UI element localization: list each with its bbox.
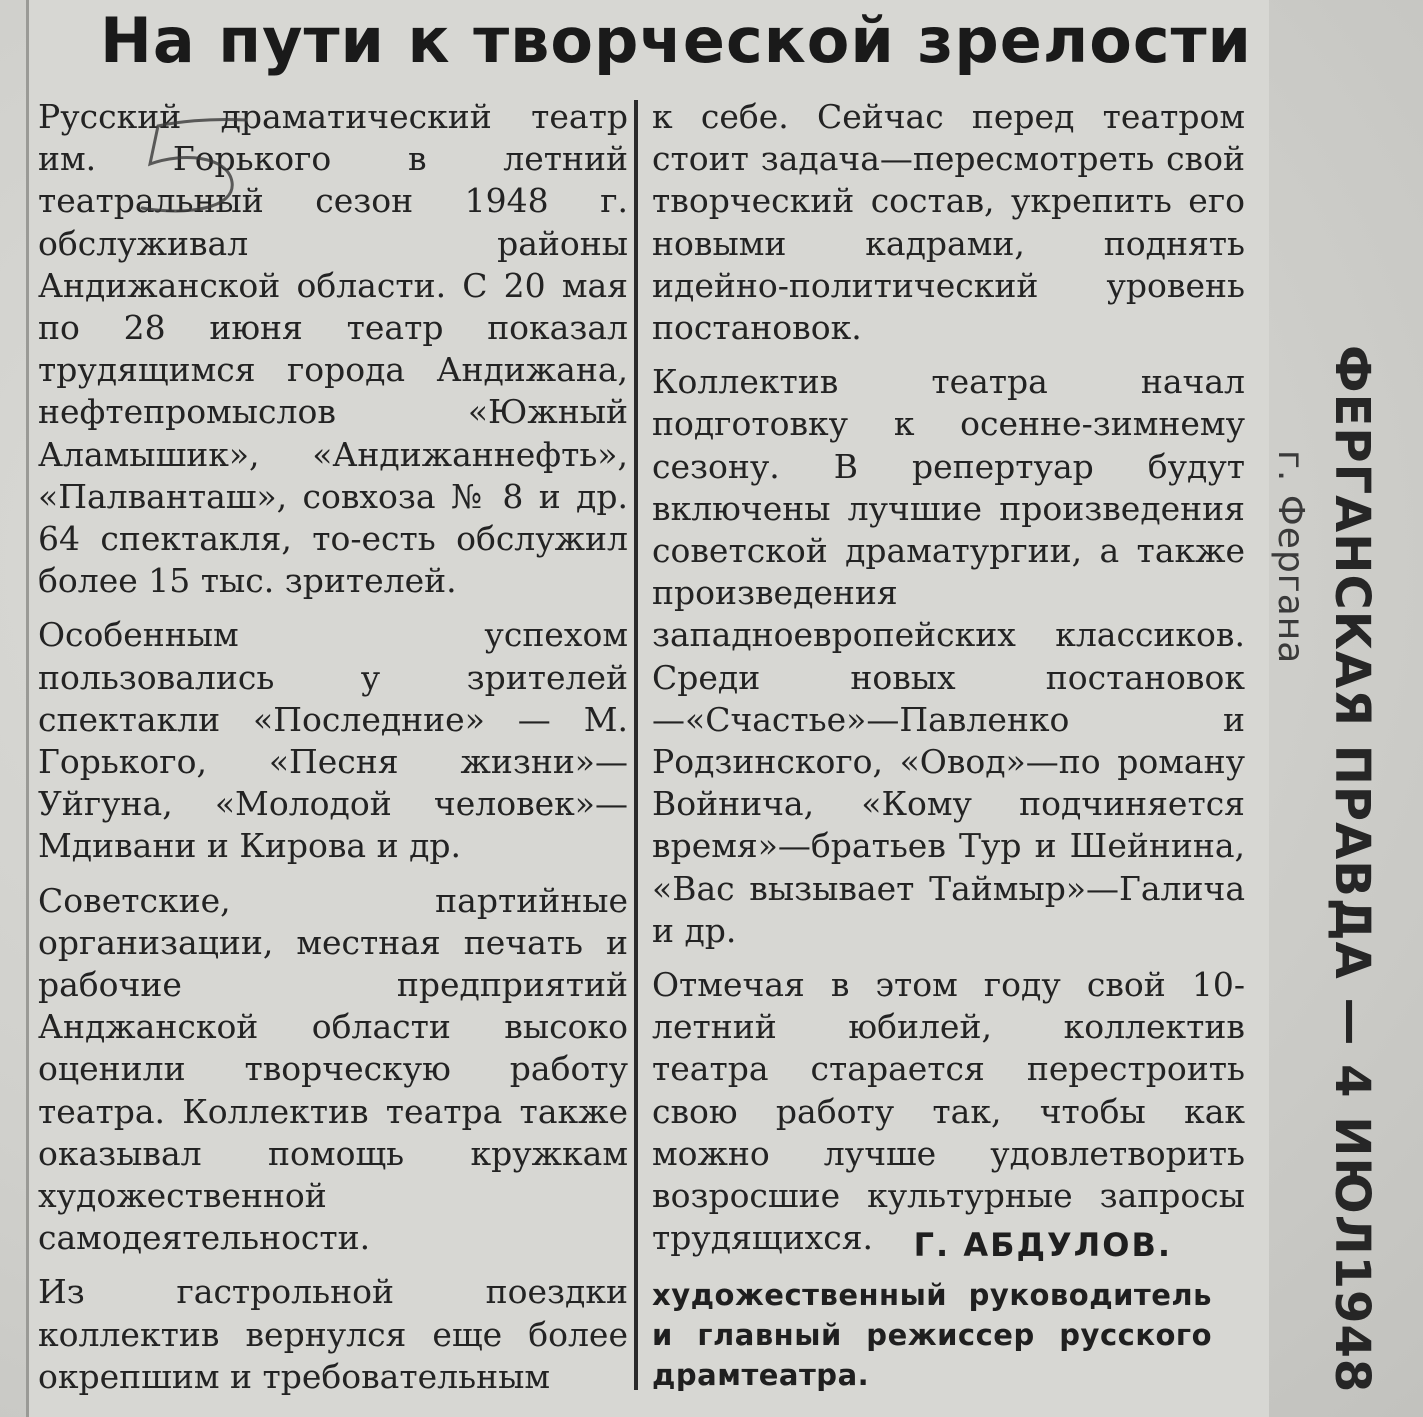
stamp-city: г. Фергана: [1270, 450, 1311, 665]
paragraph: Особенным успехом пользовались у зрителей спектакли «Последние» — М. Горького, «Песня жизни»—Уйгуна, «Молодой человек»—Мдивани и Кирова и др.: [38, 615, 628, 866]
right-column: [652, 96, 1245, 1259]
author-signature: [652, 1225, 1212, 1395]
paragraph: Русский драматический театр им. Горького в летний театральный сезон 1948 г. обслуживал районы Андижанской области. С 20 мая по 28 июня театр показал трудящимся города Андижана, нефтепромыслов «Южный Аламышик», «Андижаннефть», «Палванташ», совхоза № 8 и др. 64 спектакля, то-есть обслужил более 15 тыс. зрителей.: [38, 97, 628, 601]
left-column: [38, 96, 628, 1398]
article-title: На пути к творческой зрелости: [100, 4, 1252, 77]
paragraph: Отмечая в этом году свой 10-летний юбилей, коллектив театра старается перестроить свою работу так, чтобы как можно лучше удовлетворить возросшие культурные запросы трудящихся.: [652, 965, 1245, 1258]
column-rule: [634, 100, 638, 1390]
paragraph: Из гастрольной поездки коллектив вернулся еще более окрепшим и требовательным: [38, 1272, 628, 1396]
paragraph: Коллектив театра начал подготовку к осенне-зимнему сезону. В репертуар будут включены лучшие произведения советской драматургии, а также произведения западноевропейских классиков. Среди новых постановок—«Счастье»—Павленко и Родзинского, «Овод»—по роману Войнича, «Кому подчиняется время»—братьев Тур и Шейнина, «Вас вызывает Таймыр»—Галича и др.: [652, 362, 1245, 950]
newspaper-stamp: ФЕРГАНСКАЯ ПРАВДА — 4 ИЮЛ1948: [1324, 345, 1380, 1394]
author-name: Г. АБДУЛОВ.: [913, 1226, 1172, 1264]
paragraph: Советские, партийные организации, местная печать и рабочие предприятий Анджанской области высоко оценили творческую работу театра. Коллектив театра также оказывал помощь кружкам художественной самодеятельности.: [38, 880, 628, 1258]
author-role: художественный руководитель и главный режиссер русского драмтеатра.: [652, 1278, 1212, 1392]
pencil-mark-icon: [128, 112, 258, 222]
paragraph: к себе. Сейчас перед театром стоит задача—пересмотреть свой творческий состав, укрепить его новыми кадрами, поднять идейно-политический уровень постановок.: [652, 97, 1245, 348]
